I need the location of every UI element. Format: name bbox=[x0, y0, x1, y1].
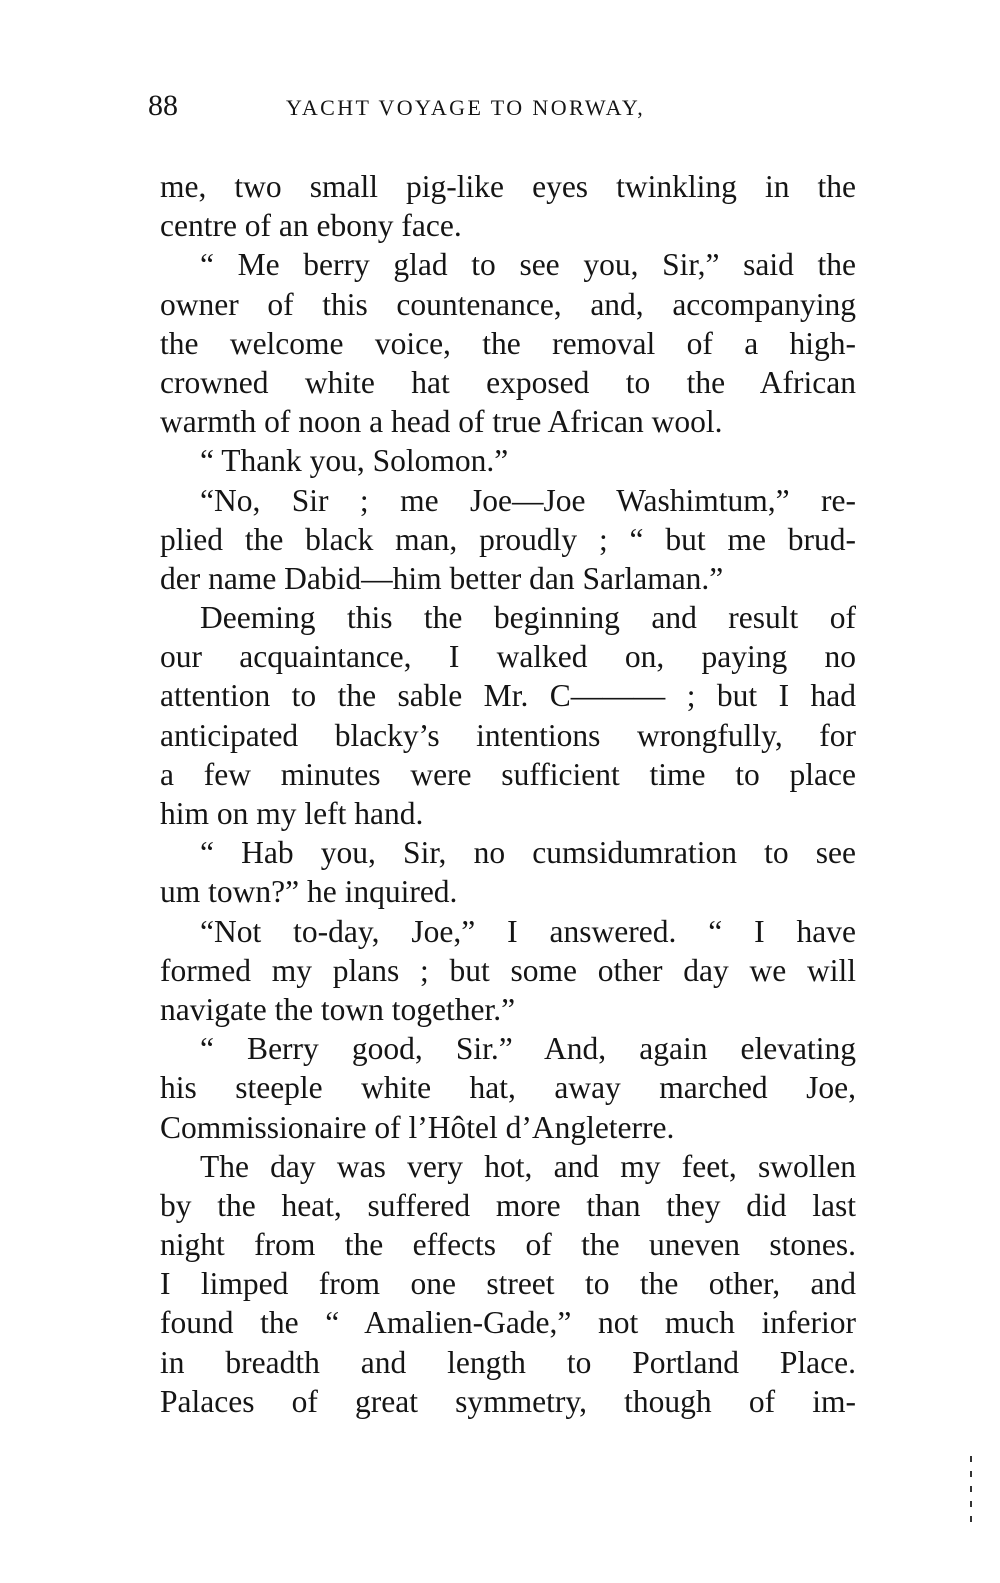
scan-mark bbox=[970, 1501, 972, 1507]
text-line: me, two small pig-like eyes twinkling in the bbox=[160, 169, 856, 204]
text-line: Deeming this the beginning and result of bbox=[200, 600, 856, 636]
scan-mark bbox=[970, 1516, 972, 1522]
text-line: “ Hab you, Sir, no cumsidumration to see bbox=[200, 835, 856, 871]
text-line: navigate the town together.” bbox=[160, 991, 516, 1027]
text-line: in breadth and length to Portland Place. bbox=[160, 1344, 856, 1380]
text-line: I limped from one street to the other, and bbox=[160, 1266, 856, 1302]
text-line: Palaces of great symmetry, though of im- bbox=[160, 1383, 856, 1419]
text-line: the welcome voice, the removal of a high- bbox=[160, 325, 856, 361]
text-line: our acquaintance, I walked on, paying no bbox=[160, 639, 856, 675]
text-line: “ Berry good, Sir.” And, again elevating bbox=[200, 1031, 856, 1067]
running-head bbox=[148, 88, 728, 128]
text-line: plied the black man, proudly ; “ but me brud- bbox=[160, 521, 856, 557]
text-line: “No, Sir ; me Joe—Joe Washimtum,” re- bbox=[200, 482, 856, 518]
scan-margin-marks bbox=[968, 1456, 974, 1534]
text-line: centre of an ebony face. bbox=[160, 208, 462, 244]
text-line: The day was very hot, and my feet, swollen bbox=[200, 1148, 856, 1184]
text-line: attention to the sable Mr. C——— ; but I had bbox=[160, 678, 856, 714]
text-line: “Not to-day, Joe,” I answered. “ I have bbox=[200, 913, 856, 949]
text-line: him on my left hand. bbox=[160, 796, 424, 831]
text-line: anticipated blacky’s intentions wrongfully, for bbox=[160, 717, 856, 753]
text-line: der name Dabid—him better dan Sarlaman.” bbox=[160, 560, 724, 596]
scan-mark bbox=[970, 1471, 972, 1477]
text-line: formed my plans ; but some other day we will bbox=[160, 952, 856, 988]
text-line: warmth of noon a head of true African wool. bbox=[160, 404, 723, 440]
text-line: by the heat, suffered more than they did last bbox=[160, 1187, 856, 1223]
text-line: found the “ Amalien-Gade,” not much inferior bbox=[160, 1305, 856, 1341]
text-line: owner of this countenance, and, accompanying bbox=[160, 286, 856, 322]
text-line: “ Me berry glad to see you, Sir,” said the bbox=[200, 247, 856, 283]
scan-mark bbox=[970, 1486, 972, 1492]
text-line: his steeple white hat, away marched Joe, bbox=[160, 1070, 856, 1106]
text-line: um town?” he inquired. bbox=[160, 874, 458, 910]
text-line: a few minutes were sufficient time to place bbox=[160, 756, 856, 792]
text-line: night from the effects of the uneven stones. bbox=[160, 1227, 856, 1263]
page-number: 88 bbox=[148, 89, 178, 122]
text-line: Commissionaire of l’Hôtel d’Angleterre. bbox=[160, 1109, 675, 1145]
body-text bbox=[160, 167, 856, 1421]
text-line: crowned white hat exposed to the African bbox=[160, 364, 856, 400]
running-title: YACHT VOYAGE TO NORWAY, bbox=[286, 95, 646, 120]
text-line: “ Thank you, Solomon.” bbox=[200, 443, 509, 479]
scan-mark bbox=[970, 1456, 972, 1462]
